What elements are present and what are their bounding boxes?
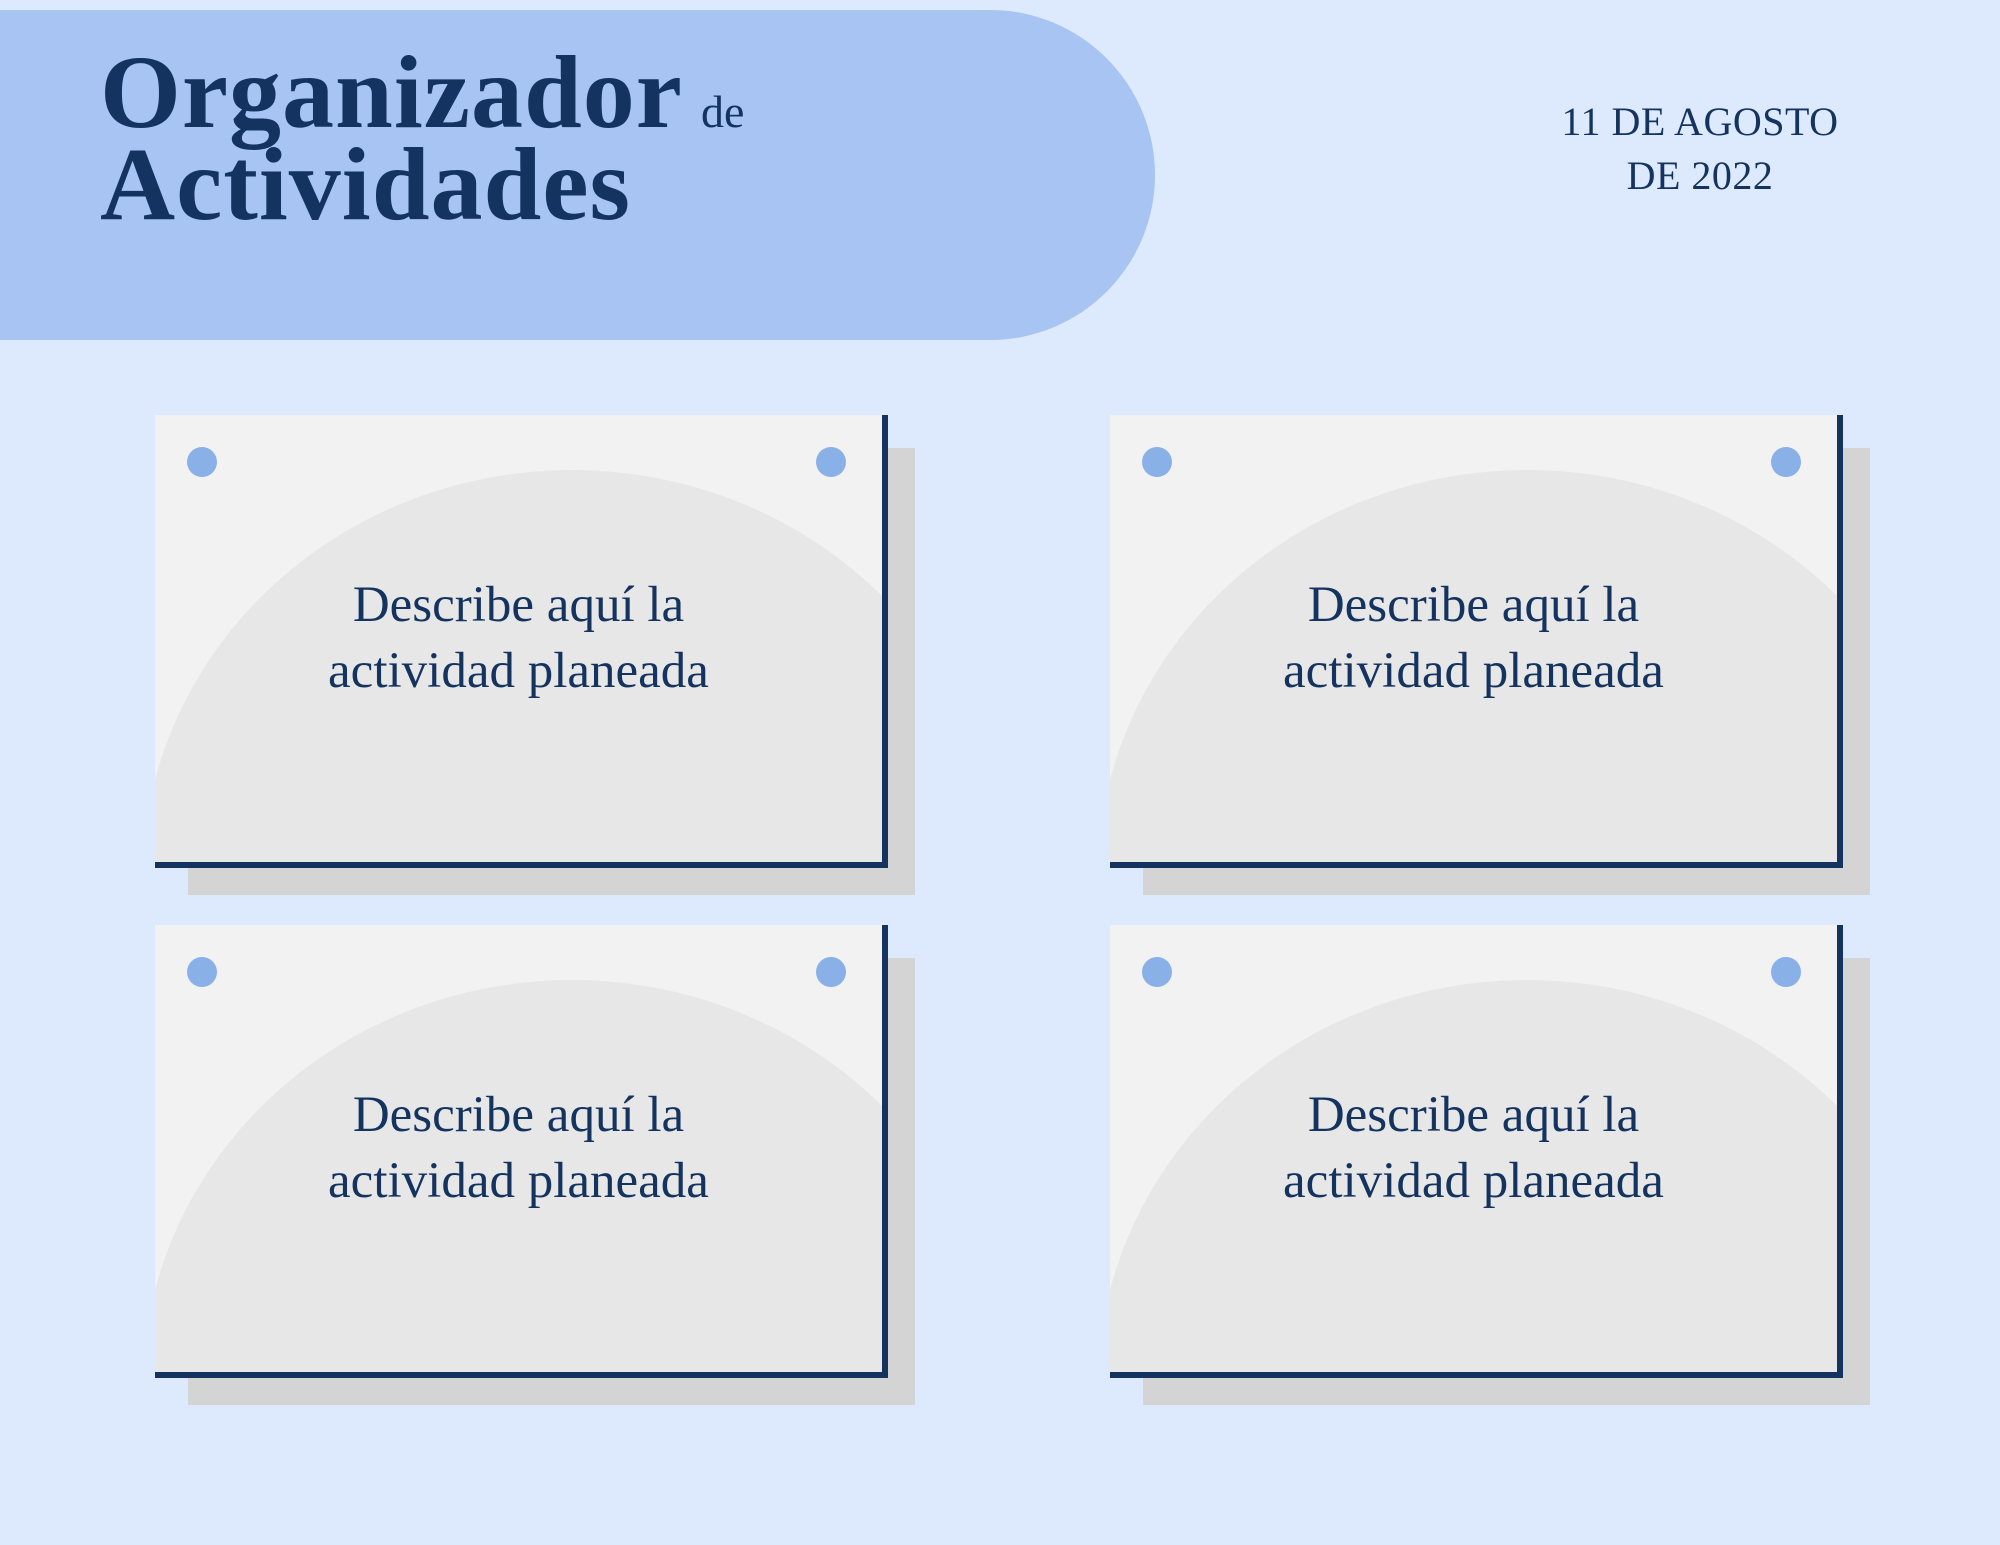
card-surface[interactable]	[1110, 415, 1843, 868]
page-title	[100, 35, 1160, 243]
page-header	[0, 0, 2000, 350]
activity-card[interactable]	[1110, 925, 1870, 1405]
card-surface[interactable]	[155, 415, 888, 868]
title-line-2: Actividades	[100, 127, 631, 243]
card-text: Describe aquí la actividad planeada	[328, 577, 709, 699]
activity-card[interactable]	[1110, 415, 1870, 895]
date-line-2: DE 2022	[1626, 153, 1774, 198]
card-text: Describe aquí la actividad planeada	[328, 1087, 709, 1209]
activity-card-grid	[0, 390, 2000, 1410]
title-main-word: Organizador	[100, 35, 683, 150]
date-line-1: 11 DE AGOSTO	[1561, 99, 1839, 144]
card-surface[interactable]	[155, 925, 888, 1378]
card-text: Describe aquí la actividad planeada	[1283, 577, 1664, 699]
activity-card[interactable]	[155, 925, 915, 1405]
date-label	[1490, 95, 1910, 203]
title-connector-word: de	[700, 86, 745, 137]
card-text: Describe aquí la actividad planeada	[1283, 1087, 1664, 1209]
card-surface[interactable]	[1110, 925, 1843, 1378]
activity-card[interactable]	[155, 415, 915, 895]
